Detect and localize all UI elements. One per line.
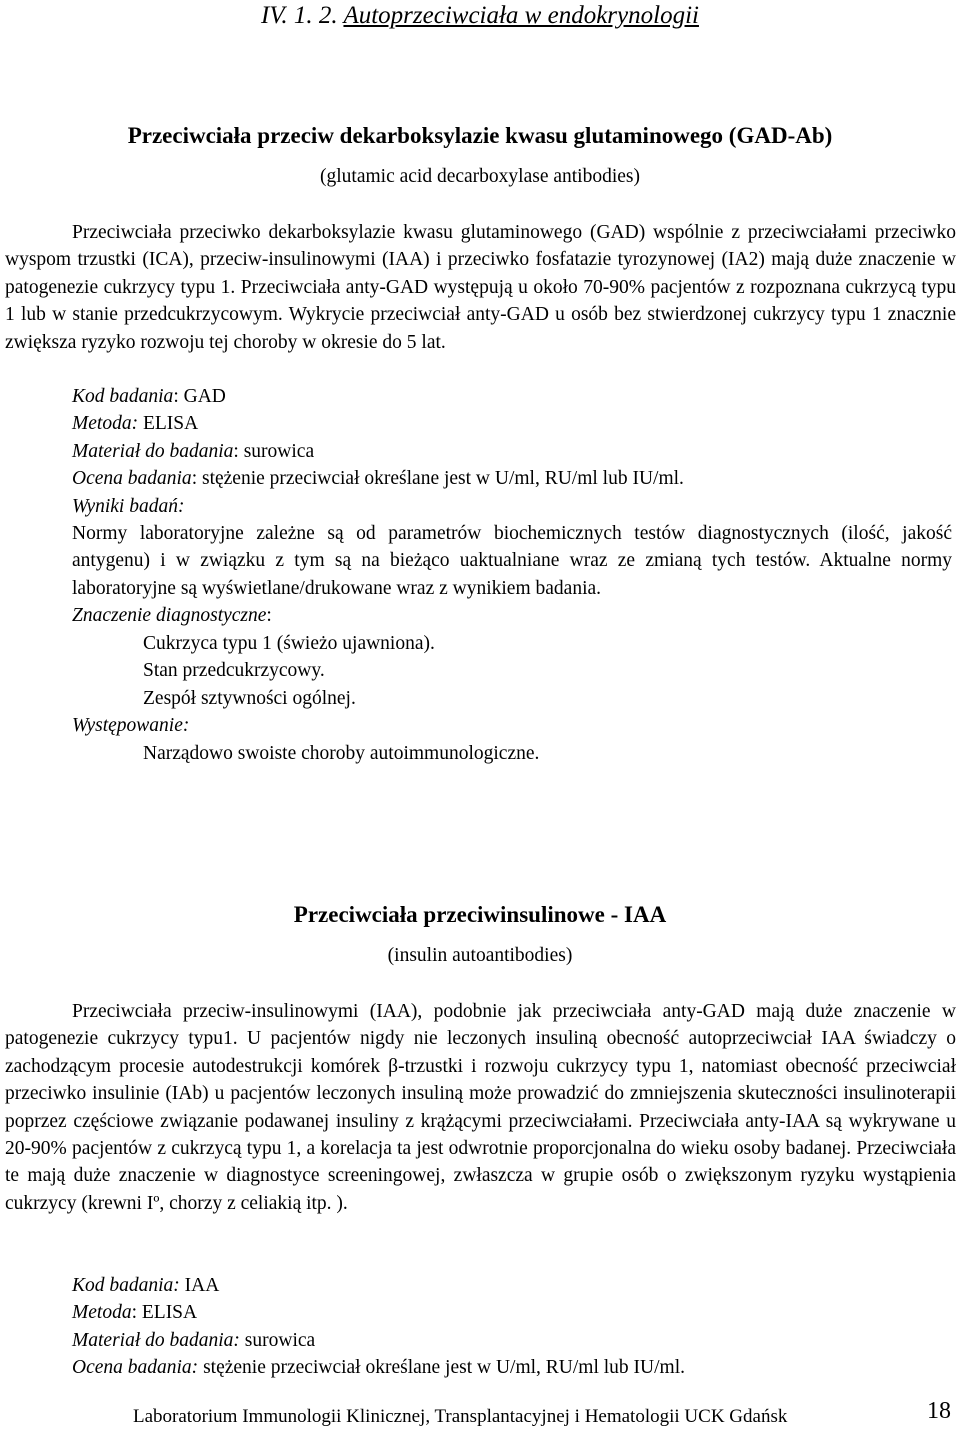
gad-metoda-line	[72, 410, 960, 437]
iaa-metoda-value: : ELISA	[131, 1302, 198, 1324]
gad-kod-line	[72, 383, 960, 410]
section-iaa-subheading: (insulin autoantibodies)	[387, 945, 573, 966]
chapter-number: IV. 1. 2.	[261, 2, 338, 29]
iaa-material-value: surowica	[239, 1329, 316, 1351]
iaa-ocena-value: stężenie przeciwciał określane jest w U/ml, RU/ml lub IU/ml.	[198, 1357, 686, 1379]
iaa-kod-value: IAA	[179, 1275, 220, 1296]
chapter-title	[0, 2, 960, 30]
gad-ocena-line	[72, 465, 960, 492]
gad-wystepowanie-label: Występowanie:	[72, 715, 190, 736]
gad-kod-value: : GAD	[173, 386, 226, 407]
section-iaa-fields	[72, 1272, 960, 1382]
chapter-title-text: Autoprzeciwciała w endokrynologii	[343, 2, 699, 29]
section-gad-fields	[72, 383, 960, 520]
gad-material-label: Materiał do badania	[72, 440, 234, 462]
gad-metoda-label: Metoda:	[72, 413, 139, 435]
gad-kod-label: Kod badania	[72, 386, 174, 407]
section-gad-subheading: (glutamic acid decarboxylase antibodies)	[320, 166, 640, 187]
section-iaa-paragraph-text: Przeciwciała przeciw-insulinowymi (IAA), podobnie jak przeciwciała anty-GAD mają duże znaczenie w patogenezie cukrzycy typu1. U pacjentów nigdy nie leczonych insuliną obecność autoprzeciwciał IAA świadczy o zachodzącym procesie autodestrukcji komórek β-trzustki i rozwoju cukrzycy typu 1, natomiast obecność przeciwciał przeciwko insulinie (IAb) u pacjentów leczonych insuliną może prowadzić do zmniejszenia skuteczności insulinoterapii poprzez częściowe związanie podawanej insuliny z krążącymi przeciwciałami. Przeciwciała anty-IAA są wykrywane u 20-90% pacjentów z cukrzycą typu 1, a korelacja ta jest odwrotnie proporcjonalna do wieku osoby badanej. Przeciwciała te mają duże znaczenie w diagnostyce screeningowej, zwłaszcza w grupie osób o zwiększonym ryzyku wystąpienia cukrzycy (krewni Iº, chorzy z celiakią itp. ).	[5, 1001, 956, 1214]
section-iaa-heading: Przeciwciała przeciwinsulinowe - IAA	[293, 902, 667, 927]
gad-ocena-label: Ocena badania	[72, 468, 192, 490]
iaa-kod-label: Kod badania:	[72, 1275, 180, 1296]
gad-metoda-value: ELISA	[138, 413, 199, 435]
gad-material-value: : surowica	[233, 440, 315, 462]
iaa-metoda-line	[72, 1299, 960, 1326]
gad-znaczenie-colon: :	[266, 605, 272, 626]
gad-znaczenie-list	[143, 630, 435, 712]
page-footer: Laboratorium Immunologii Klinicznej, Transplantacyjnej i Hematologii UCK Gdańsk	[133, 1406, 788, 1427]
list-item: Stan przedcukrzycowy.	[143, 660, 325, 682]
iaa-material-label: Materiał do badania:	[72, 1329, 240, 1351]
iaa-ocena-line	[72, 1354, 960, 1381]
section-gad-heading: Przeciwciała przeciw dekarboksylazie kwasu glutaminowego (GAD-Ab)	[127, 123, 833, 148]
iaa-metoda-label: Metoda	[72, 1302, 132, 1324]
section-gad-paragraph-text: Przeciwciała przeciwko dekarboksylazie kwasu glutaminowego (GAD) wspólnie z przeciwciałami przeciwko wyspom trzustki (ICA), przeciw-insulinowymi (IAA) i przeciwko fosfatazie tyrozynowej (IA2) mają duże znaczenie w patogenezie cukrzycy typu 1. Przeciwciała anty-GAD występują u około 70-90% pacjentów z rozpoznana cukrzycą typu 1 lub w stanie przedcukrzycowym. Wykrycie przeciwciał anty-GAD u osób bez stwierdzonej cukrzycy typu 1 znacznie zwiększa ryzyko rozwoju tej choroby w okresie do 5 lat.	[5, 222, 956, 353]
iaa-kod-line	[72, 1272, 960, 1299]
gad-material-line	[72, 438, 960, 465]
gad-wyniki-text: Normy laboratoryjne zależne są od parametrów biochemicznych testów diagnostycznych (ilość, jakość antygenu) i w związku z tym są na bieżąco uaktualniane wraz ze zmianą tych testów. Aktualne normy laboratoryjne są wyświetlane/drukowane wraz z wynikiem badania.	[72, 523, 952, 599]
gad-znaczenie-line	[72, 602, 960, 629]
section-gad-paragraph	[5, 219, 956, 356]
gad-znaczenie-label: Znaczenie diagnostyczne	[72, 605, 267, 626]
section-iaa-paragraph	[5, 998, 956, 1217]
iaa-material-line	[72, 1327, 960, 1354]
iaa-ocena-label: Ocena badania:	[72, 1357, 199, 1379]
gad-wyniki-label: Wyniki badań:	[72, 495, 185, 517]
gad-wystepowanie-text: Narządowo swoiste choroby autoimmunologiczne.	[143, 743, 540, 764]
page-number: 18	[927, 1398, 951, 1424]
list-item: Cukrzyca typu 1 (świeżo ujawniona).	[143, 633, 435, 654]
gad-ocena-value: : stężenie przeciwciał określane jest w U/ml, RU/ml lub IU/ml.	[191, 468, 684, 490]
list-item: Zespół sztywności ogólnej.	[143, 687, 356, 709]
